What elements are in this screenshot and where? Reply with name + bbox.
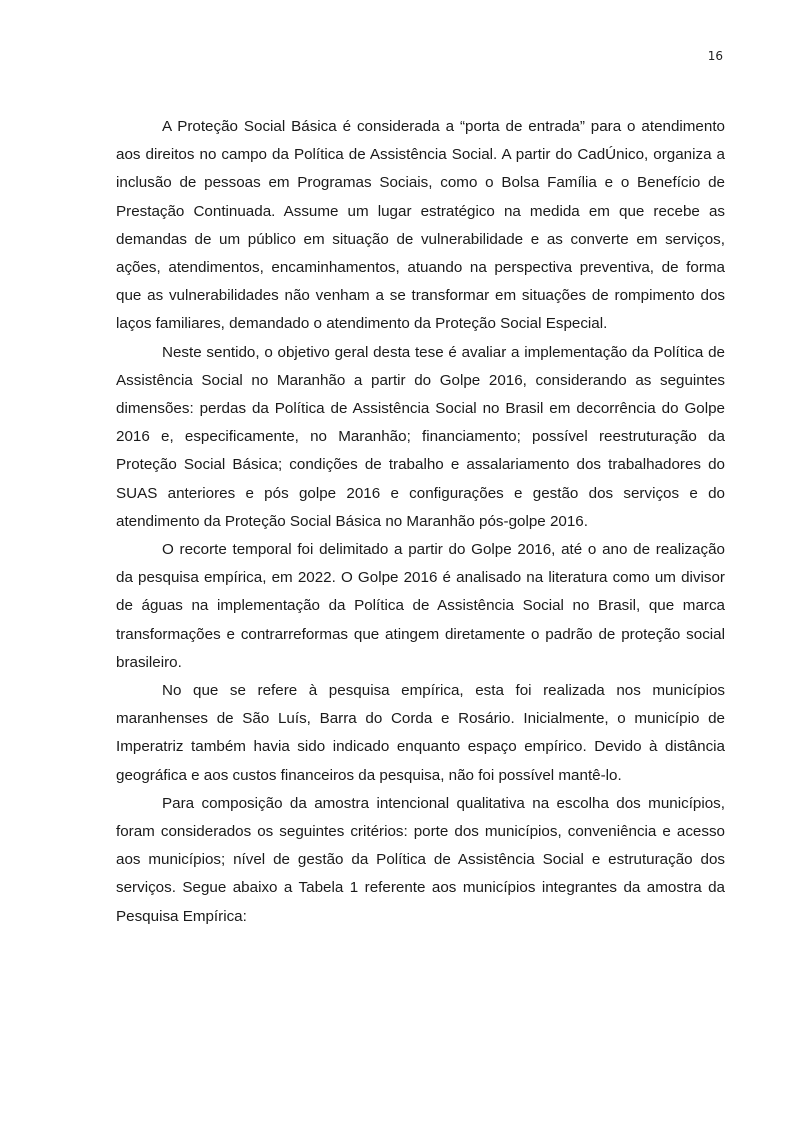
body-text — [116, 113, 725, 931]
paragraph-pesquisa-empirica: No que se refere à pesquisa empírica, esta foi realizada nos municípios maranhenses de São Luís, Barra do Corda e Rosário. Inicialmente, o município de Imperatriz também havia sido indicado enquanto espaço empírico. Devido à distância geográfica e aos custos financeiros da pesquisa, não foi possível mantê-lo. — [116, 682, 725, 784]
paragraph-recorte-temporal: O recorte temporal foi delimitado a partir do Golpe 2016, até o ano de realização da pesquisa empírica, em 2022. O Golpe 2016 é analisado na literatura como um divisor de águas na implementação da Política de Assistência Social no Brasil, que marca transformações e contrarreformas que atingem diretamente o padrão de proteção social brasileiro. — [116, 541, 725, 671]
paragraph-protecao-social-basica: A Proteção Social Básica é considerada a “porta de entrada” para o atendimento aos direitos no campo da Política de Assistência Social. A partir do CadÚnico, organiza a inclusão de pessoas em Programas Sociais, como o Bolsa Família e o Benefício de Prestação Continuada. Assume um lugar estratégico na medida em que recebe as demandas de um público em situação de vulnerabilidade e as converte em serviços, ações, atendimentos, encaminhamentos, atuando na perspectiva preventiva, de forma que as vulnerabilidades não venham a se transformar em situações de rompimento dos laços familiares, demandado o atendimento da Proteção Social Especial. — [116, 118, 725, 333]
paragraph-objetivo-geral: Neste sentido, o objetivo geral desta tese é avaliar a implementação da Política de Assistência Social no Maranhão a partir do Golpe 2016, considerando as seguintes dimensões: perdas da Política de Assistência Social no Brasil em decorrência do Golpe 2016 e, especificamente, no Maranhão; financiamento; possível reestruturação da Proteção Social Básica; condições de trabalho e assalariamento dos trabalhadores do SUAS anteriores e pós golpe 2016 e configurações e gestão dos serviços e do atendimento da Proteção Social Básica no Maranhão pós-golpe 2016. — [116, 343, 725, 530]
page-number: 16 — [707, 49, 723, 63]
paragraph-amostra: Para composição da amostra intencional qualitativa na escolha dos municípios, foram considerados os seguintes critérios: porte dos municípios, conveniência e acesso aos municípios; nível de gestão da Política de Assistência Social e estruturação dos serviços. Segue abaixo a Tabela 1 referente aos municípios integrantes da amostra da Pesquisa Empírica: — [116, 794, 725, 925]
